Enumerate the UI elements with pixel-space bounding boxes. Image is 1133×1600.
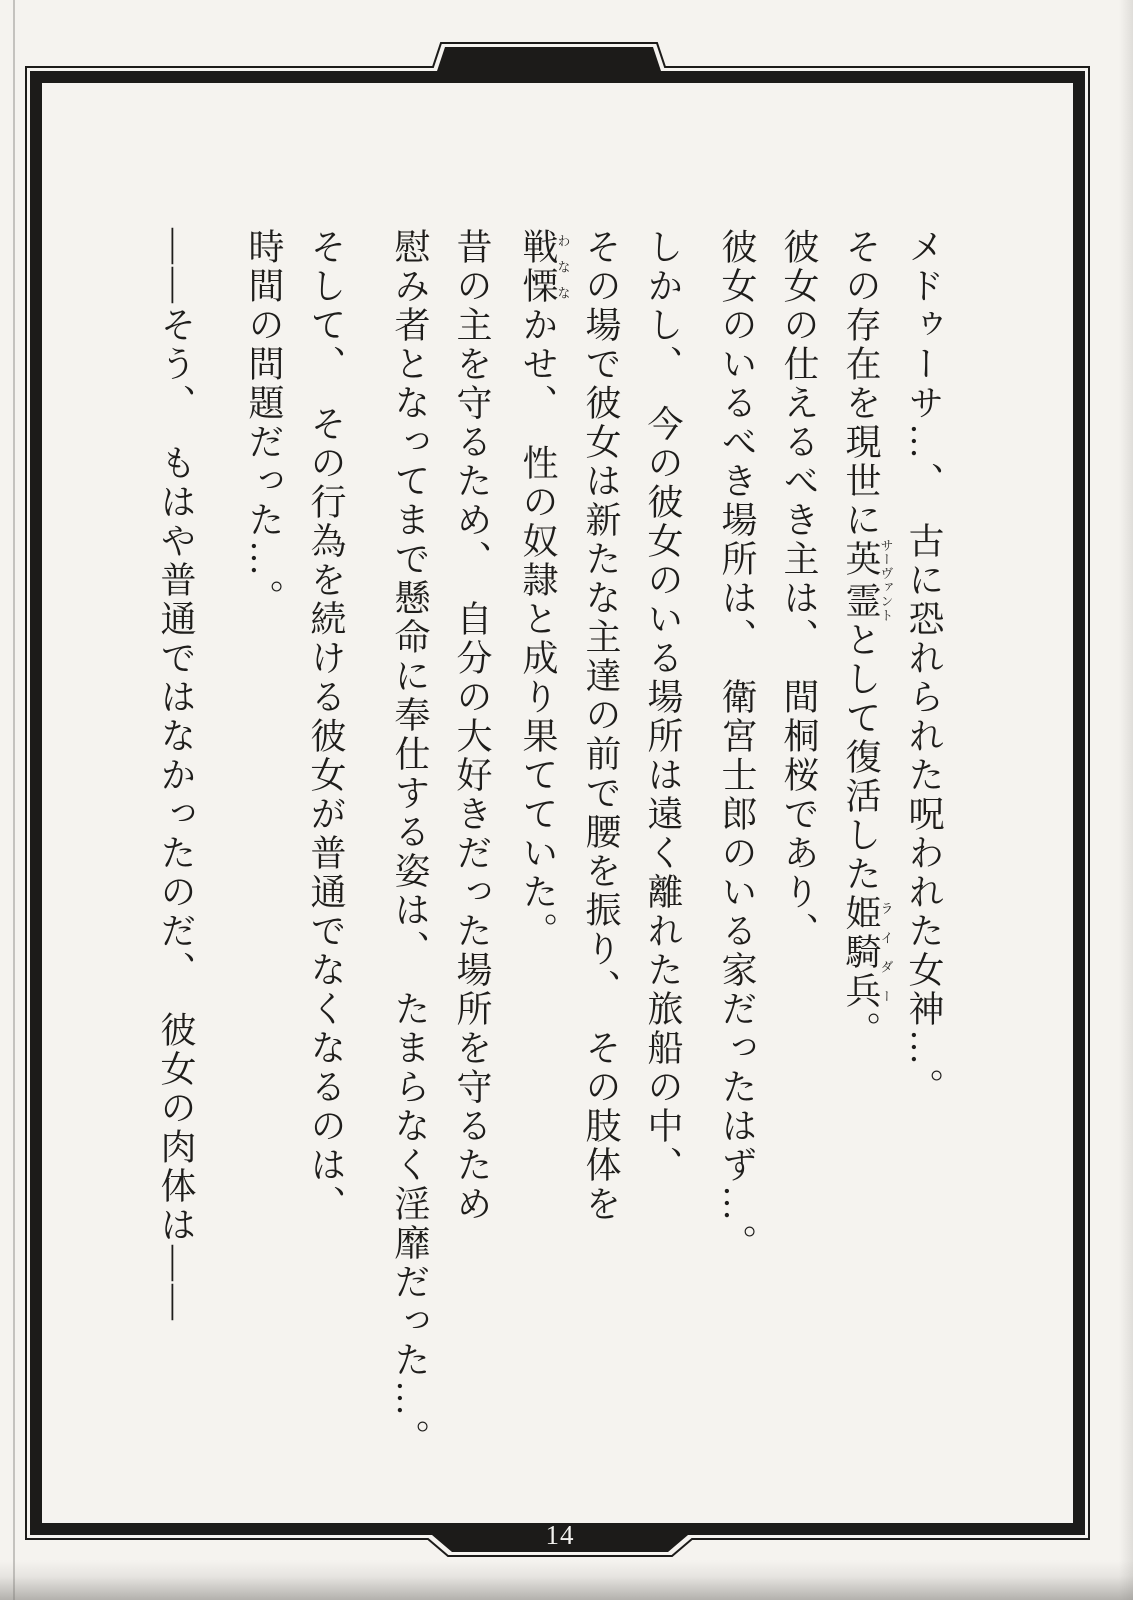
text-column: ――そう、 もはや普通ではなかったのだ、 彼女の肉体は―― [156, 228, 196, 1323]
paragraph [507, 228, 694, 1488]
text-column: メドゥーサ…、 古に恐れられた呪われた女神…。 [904, 228, 944, 1107]
ruby-annotated-text: 戦慄わなな [518, 228, 571, 306]
furigana: わなな [555, 228, 571, 306]
text-column: 慰み者となってまで懸命に奉仕する姿は、 たまらなく淫靡だった…。 [390, 228, 430, 1458]
text-column: 彼女の仕えるべき主は、 間桐桜であり、 [779, 228, 819, 951]
ruby-annotated-text: 英霊サーヴァント [841, 538, 894, 623]
furigana: サーヴァント [878, 538, 894, 623]
text-column: 昔の主を守るため、 自分の大好きだった場所を守るため [452, 228, 492, 1224]
text-column: その存在を現世に英霊サーヴァントとして復活した姫騎兵ライダー。 [841, 228, 894, 1050]
paragraph [145, 228, 207, 1488]
text-block [145, 228, 955, 1488]
paragraph [233, 228, 357, 1488]
paragraph [706, 228, 955, 1488]
text-column: そして、 その行為を続ける彼女が普通でなくなるのは、 [306, 228, 346, 1224]
text-column: 彼女のいるべき場所は、 衛宮士郎のいる家だったはず…。 [717, 228, 757, 1263]
text-column: 戦慄わななかせ、 性の奴隷と成り果てていた。 [518, 228, 571, 951]
paragraph [379, 228, 503, 1488]
text-column: 時間の問題だった…。 [244, 228, 284, 618]
page-number: 14 [545, 1520, 575, 1550]
text-column: しかし、 今の彼女のいる場所は遠く離れた旅船の中、 [643, 228, 683, 1185]
ruby-annotated-text: 姫騎兵ライダー [841, 894, 894, 1011]
text-column: その場で彼女は新たな主達の前で腰を振り、 その肢体を [581, 228, 621, 1224]
scan-edge-shadow-bottom [0, 1560, 1133, 1600]
furigana: ライダー [878, 894, 894, 1011]
